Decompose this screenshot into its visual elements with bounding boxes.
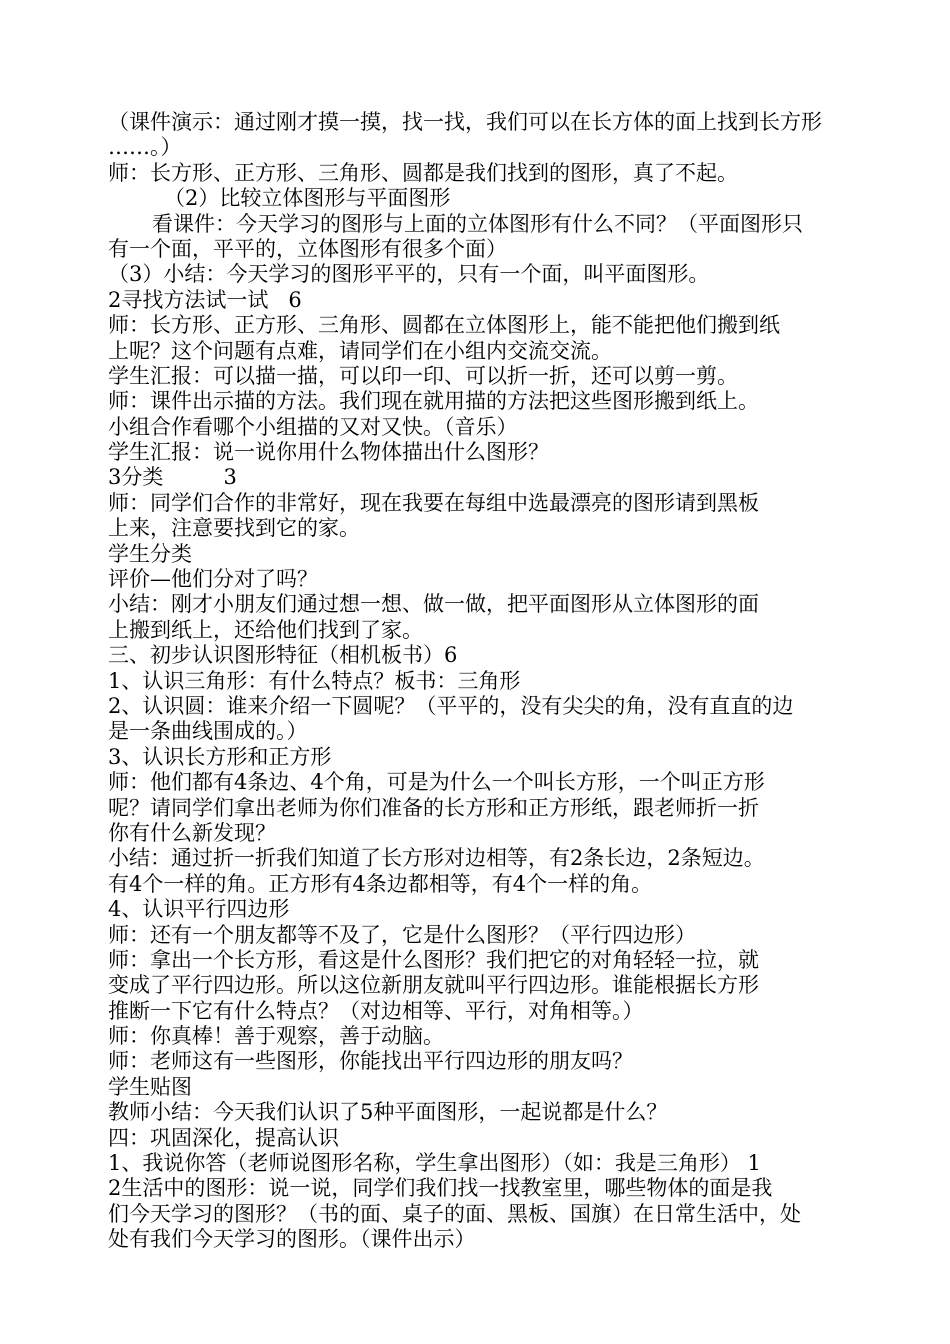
section-heading: 四：巩固深化，提高认识 — [108, 1125, 339, 1150]
text-line: 上来，注意要找到它的家。 — [108, 516, 360, 541]
text-line: 有一个面，平平的，立体图形有很多个面） — [108, 236, 507, 261]
text-line: 1、我说你答（老师说图形名称，学生拿出图形）（如：我是三角形） 1 — [108, 1151, 761, 1176]
text-line: 变成了平行四边形。所以这位新朋友就叫平行四边形。谁能根据长方形 — [108, 973, 759, 998]
section-heading: （2）比较立体图形与平面图形 — [164, 186, 451, 211]
text-line: 学生贴图 — [108, 1074, 192, 1099]
text-line: ……。） — [108, 135, 182, 160]
text-line: 师：长方形、正方形、三角形、圆都是我们找到的图形，真了不起。 — [108, 160, 738, 185]
text-line: 上搬到纸上，还给他们找到了家。 — [108, 617, 423, 642]
text-line: 小组合作看哪个小组描的又对又快。（音乐） — [108, 414, 518, 439]
text-line: 教师小结：今天我们认识了5种平面图形，一起说都是什么？ — [108, 1100, 668, 1125]
document-page — [108, 110, 848, 1253]
text-line: 学生汇报：说一说你用什么物体描出什么图形？ — [108, 440, 549, 465]
section-heading: 3分类 3 — [108, 465, 237, 490]
text-line: 师：你真棒！善于观察，善于动脑。 — [108, 1024, 444, 1049]
text-line: 呢？请同学们拿出老师为你们准备的长方形和正方形纸，跟老师折一折 — [108, 795, 759, 820]
text-line: 小结：通过折一折我们知道了长方形对边相等，有2条长边，2条短边。 — [108, 846, 765, 871]
text-line: 有4个一样的角。正方形有4条边都相等，有4个一样的角。 — [108, 871, 653, 896]
text-line: 1、认识三角形：有什么特点？板书：三角形 — [108, 668, 521, 693]
text-line: 小结：刚才小朋友们通过想一想、做一做，把平面图形从立体图形的面 — [108, 592, 759, 617]
text-line: 2、认识圆：谁来介绍一下圆呢？（平平的，没有尖尖的角，没有直直的边 — [108, 693, 794, 718]
text-line: 你有什么新发现？ — [108, 820, 276, 845]
text-line: 看课件：今天学习的图形与上面的立体图形有什么不同？（平面图形只 — [152, 211, 803, 236]
section-heading: 3、认识长方形和正方形 — [108, 744, 332, 769]
text-line: 学生汇报：可以描一描，可以印一印、可以折一折，还可以剪一剪。 — [108, 363, 738, 388]
text-line: 处有我们今天学习的图形。（课件出示） — [108, 1227, 476, 1252]
text-line: 师：长方形、正方形、三角形、圆都在立体图形上，能不能把他们搬到纸 — [108, 313, 780, 338]
text-line: 推断一下它有什么特点？（对边相等、平行，对角相等。） — [108, 998, 644, 1023]
text-line: 师：同学们合作的非常好，现在我要在每组中选最漂亮的图形请到黑板 — [108, 490, 759, 515]
text-line: 学生分类 — [108, 541, 192, 566]
text-line: 是一条曲线围成的。） — [108, 719, 308, 744]
text-line: 师：他们都有4条边、4个角，可是为什么一个叫长方形，一个叫正方形 — [108, 770, 765, 795]
text-line: （3）小结：今天学习的图形平平的，只有一个面，叫平面图形。 — [108, 262, 710, 287]
text-line: 评价—他们分对了吗？ — [108, 567, 318, 592]
text-line: 们今天学习的图形？（书的面、桌子的面、黑板、国旗）在日常生活中，处 — [108, 1201, 801, 1226]
text-line: （课件演示：通过刚才摸一摸，找一找，我们可以在长方体的面上找到长方形 — [108, 110, 822, 134]
text-line: 师：还有一个朋友都等不及了，它是什么图形？（平行四边形） — [108, 922, 696, 947]
section-heading: 三、初步认识图形特征（相机板书）6 — [108, 643, 458, 668]
section-heading: 2寻找方法试一试 6 — [108, 287, 302, 312]
text-line: 师：老师这有一些图形，你能找出平行四边形的朋友吗？ — [108, 1049, 633, 1074]
text-line: 2生活中的图形：说一说，同学们我们找一找教室里，哪些物体的面是我 — [108, 1176, 773, 1201]
section-heading: 4、认识平行四边形 — [108, 897, 290, 922]
text-line: 上呢？这个问题有点难，请同学们在小组内交流交流。 — [108, 338, 612, 363]
text-line: 师：拿出一个长方形，看这是什么图形？我们把它的对角轻轻一拉，就 — [108, 947, 759, 972]
text-line: 师：课件出示描的方法。我们现在就用描的方法把这些图形搬到纸上。 — [108, 389, 759, 414]
